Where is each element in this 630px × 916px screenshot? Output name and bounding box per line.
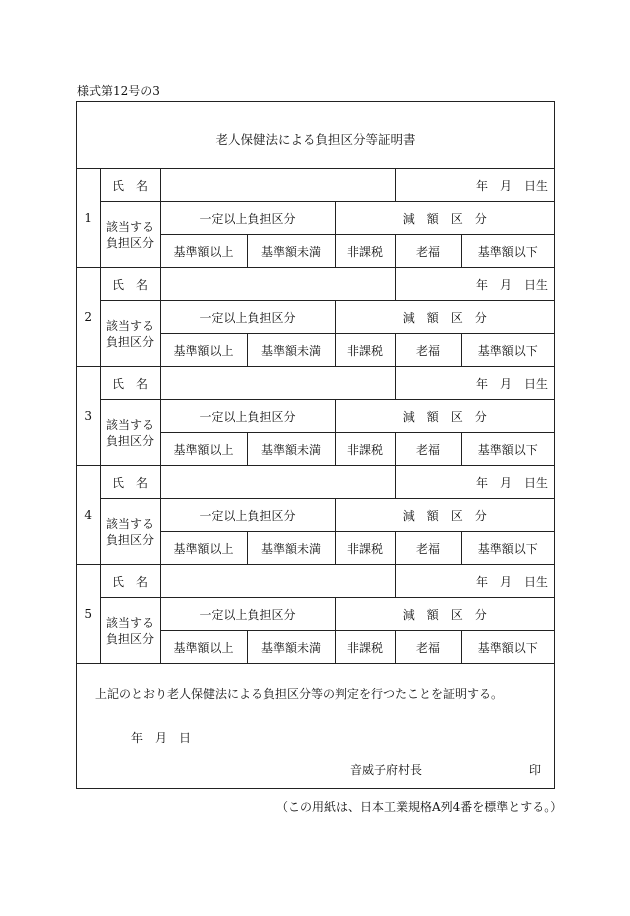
reduction-category-header: 減 額 区 分 [335, 400, 554, 433]
entry-category-row [77, 202, 554, 235]
entry-number: 3 [77, 367, 100, 466]
option-below-standard-limit[interactable]: 基準額以下 [461, 334, 554, 367]
name-label: 氏 名 [100, 268, 160, 301]
option-below-standard[interactable]: 基準額未満 [247, 235, 335, 268]
category-label-line1: 該当する [105, 417, 154, 432]
mayor-title: 音威子府村長 [350, 763, 423, 777]
certification-statement: 上記のとおり老人保健法による負担区分等の判定を行つたことを証明する。 [95, 687, 504, 701]
option-elderly-welfare[interactable]: 老福 [395, 235, 461, 268]
option-above-standard[interactable]: 基準額以上 [160, 235, 247, 268]
option-non-taxable[interactable]: 非課税 [335, 433, 395, 466]
reduction-category-header: 減 額 区 分 [335, 598, 554, 631]
category-label-line1: 該当する [105, 516, 154, 531]
name-field[interactable] [160, 169, 395, 202]
birth-date-field[interactable]: 年 月 日生 [395, 565, 554, 598]
entry-number: 2 [77, 268, 100, 367]
option-non-taxable[interactable]: 非課税 [335, 235, 395, 268]
name-field[interactable] [160, 466, 395, 499]
category-label-line2: 負担区分 [105, 433, 154, 448]
reduction-category-header: 減 額 区 分 [335, 499, 554, 532]
entry-number: 1 [77, 169, 100, 268]
certification-date: 年 月 日 [131, 731, 192, 745]
option-elderly-welfare[interactable]: 老福 [395, 631, 461, 664]
option-below-standard-limit[interactable]: 基準額以下 [461, 631, 554, 664]
entry-category-row [77, 499, 554, 532]
category-label-line2: 負担区分 [105, 235, 154, 250]
name-label: 氏 名 [100, 565, 160, 598]
entry-name-row [77, 466, 554, 499]
option-elderly-welfare[interactable]: 老福 [395, 532, 461, 565]
paper-size-note: （この用紙は、日本工業規格A列4番を標準とする。） [276, 800, 563, 814]
option-below-standard[interactable]: 基準額未満 [247, 631, 335, 664]
name-field[interactable] [160, 565, 395, 598]
option-below-standard[interactable]: 基準額未満 [247, 334, 335, 367]
option-above-standard[interactable]: 基準額以上 [160, 334, 247, 367]
certificate-frame [76, 101, 555, 789]
fixed-category-header: 一定以上負担区分 [160, 400, 335, 433]
category-label-line1: 該当する [105, 318, 154, 333]
entry-category-row [77, 598, 554, 631]
entry-number: 5 [77, 565, 100, 664]
reduction-category-header: 減 額 区 分 [335, 301, 554, 334]
option-non-taxable[interactable]: 非課税 [335, 334, 395, 367]
birth-date-field[interactable]: 年 月 日生 [395, 367, 554, 400]
category-label [100, 301, 160, 367]
category-label [100, 202, 160, 268]
category-label [100, 499, 160, 565]
category-label-line2: 負担区分 [105, 334, 154, 349]
entry-name-row [77, 169, 554, 202]
entry-name-row [77, 565, 554, 598]
category-label-line2: 負担区分 [105, 532, 154, 547]
fixed-category-header: 一定以上負担区分 [160, 598, 335, 631]
seal-mark: 印 [529, 763, 542, 777]
option-above-standard[interactable]: 基準額以上 [160, 532, 247, 565]
entry-category-row [77, 301, 554, 334]
category-label-line2: 負担区分 [105, 631, 154, 646]
form-number: 様式第12号の3 [77, 84, 160, 98]
option-below-standard-limit[interactable]: 基準額以下 [461, 235, 554, 268]
category-label-line1: 該当する [105, 615, 154, 630]
option-non-taxable[interactable]: 非課税 [335, 631, 395, 664]
entry-name-row [77, 367, 554, 400]
birth-date-field[interactable]: 年 月 日生 [395, 466, 554, 499]
reduction-category-header: 減 額 区 分 [335, 202, 554, 235]
option-below-standard-limit[interactable]: 基準額以下 [461, 532, 554, 565]
fixed-category-header: 一定以上負担区分 [160, 301, 335, 334]
name-label: 氏 名 [100, 169, 160, 202]
entries-table [77, 168, 554, 664]
category-label-line1: 該当する [105, 219, 154, 234]
name-field[interactable] [160, 268, 395, 301]
birth-date-field[interactable]: 年 月 日生 [395, 169, 554, 202]
option-non-taxable[interactable]: 非課税 [335, 532, 395, 565]
name-label: 氏 名 [100, 367, 160, 400]
entry-name-row [77, 268, 554, 301]
name-field[interactable] [160, 367, 395, 400]
category-label [100, 400, 160, 466]
option-above-standard[interactable]: 基準額以上 [160, 631, 247, 664]
name-label: 氏 名 [100, 466, 160, 499]
option-below-standard[interactable]: 基準額未満 [247, 532, 335, 565]
entry-number: 4 [77, 466, 100, 565]
option-below-standard-limit[interactable]: 基準額以下 [461, 433, 554, 466]
option-elderly-welfare[interactable]: 老福 [395, 334, 461, 367]
option-elderly-welfare[interactable]: 老福 [395, 433, 461, 466]
option-above-standard[interactable]: 基準額以上 [160, 433, 247, 466]
option-below-standard[interactable]: 基準額未満 [247, 433, 335, 466]
birth-date-field[interactable]: 年 月 日生 [395, 268, 554, 301]
entry-category-row [77, 400, 554, 433]
document-title: 老人保健法による負担区分等証明書 [215, 132, 416, 147]
fixed-category-header: 一定以上負担区分 [160, 202, 335, 235]
fixed-category-header: 一定以上負担区分 [160, 499, 335, 532]
category-label [100, 598, 160, 664]
